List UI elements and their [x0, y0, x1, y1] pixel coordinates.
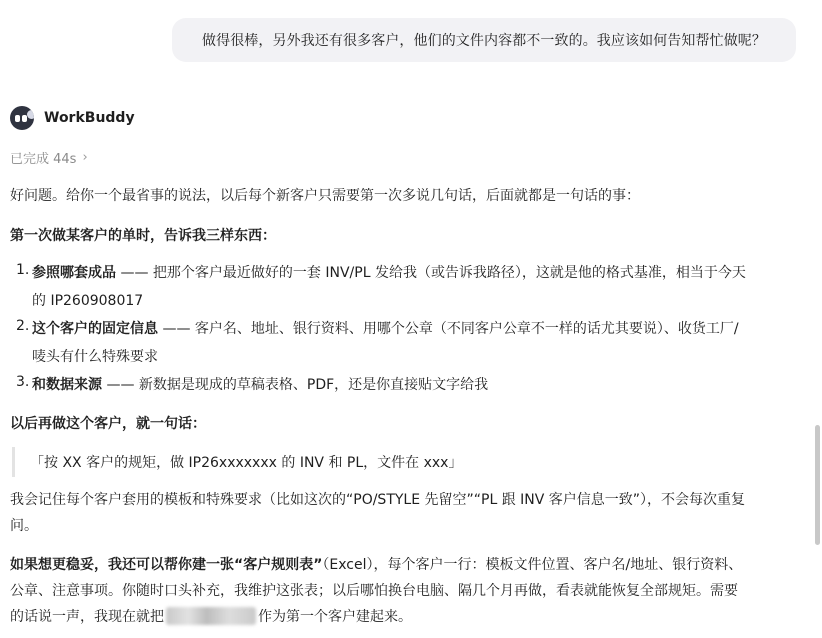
list-item-number: 2. [16, 318, 30, 334]
user-message-text: 做得很棒，另外我还有很多客户，他们的文件内容都不一致的。我应该如何告知帮忙做呢？ [202, 33, 766, 49]
list-item-number: 1. [16, 262, 30, 278]
final-paragraph-bold: 如果想更稳妥，我还可以帮你建一张“客户规则表” [10, 557, 323, 573]
memory-paragraph-line2: 问。 [10, 518, 38, 534]
list-item-text: —— 客户名、地址、银行资料、用哪个公章（不同客户公章不一样的话尤其要说）、收货工厂/ [158, 321, 739, 337]
scrollbar-thumb[interactable] [815, 425, 820, 545]
list-item-text: —— 新数据是现成的草稿表格、PDF，还是你直接贴文字给我 [102, 377, 489, 393]
completion-status-toggle[interactable] [10, 148, 88, 167]
first-time-heading: 第一次做某客户的单时，告诉我三样东西： [10, 228, 276, 244]
list-item-text-cont: 的 IP260908017 [32, 293, 144, 309]
list-item-text-cont: 唛头有什么特殊要求 [32, 349, 158, 365]
repeat-heading: 以后再做这个客户，就一句话： [10, 416, 206, 432]
list-item-title: 这个客户的固定信息 [32, 321, 158, 337]
final-paragraph-line2: 公章、注意事项。你随时口头补充，我维护这张表；以后哪怕换台电脑、隔几个月再做，看表就能恢复全部规矩。需要 [10, 583, 738, 599]
memory-paragraph-line1: 我会记住每个客户套用的模板和特殊要求（比如这次的“PO/STYLE 先留空”“PL 跟 INV 客户信息一致”），不会每次重复 [10, 492, 746, 508]
workbuddy-avatar-icon [10, 106, 34, 130]
list-item-text: —— 把那个客户最近做好的一套 INV/PL 发给我（或告诉我路径），这就是他的格式基准，相当于今天 [116, 265, 746, 281]
list-item-number: 3. [16, 374, 30, 390]
final-paragraph-text: 的话说一声，我现在就把 [10, 609, 164, 625]
final-paragraph-line3 [10, 606, 412, 626]
final-paragraph-line1 [10, 554, 742, 574]
blockquote-text: 「按 XX 客户的规矩，做 IP26xxxxxxx 的 INV 和 PL，文件在 xxx」 [30, 455, 463, 471]
chevron-right-icon: › [82, 150, 88, 165]
list-item-title: 参照哪套成品 [32, 265, 116, 281]
assistant-header [10, 106, 135, 130]
user-message-bubble [172, 18, 796, 62]
assistant-name: WorkBuddy [44, 110, 135, 126]
redacted-customer-name [166, 607, 256, 625]
blockquote-bar [12, 447, 15, 477]
completion-status-text: 已完成 44s [10, 152, 77, 167]
intro-paragraph: 好问题。给你一个最省事的说法，以后每个新客户只需要第一次多说几句话，后面就都是一句话的事： [10, 188, 640, 204]
final-paragraph-text: 作为第一个客户建起来。 [258, 609, 412, 625]
list-item-title: 和数据来源 [32, 377, 102, 393]
final-paragraph-text: （Excel），每个客户一行：模板文件位置、客户名/地址、银行资料、 [322, 557, 743, 573]
